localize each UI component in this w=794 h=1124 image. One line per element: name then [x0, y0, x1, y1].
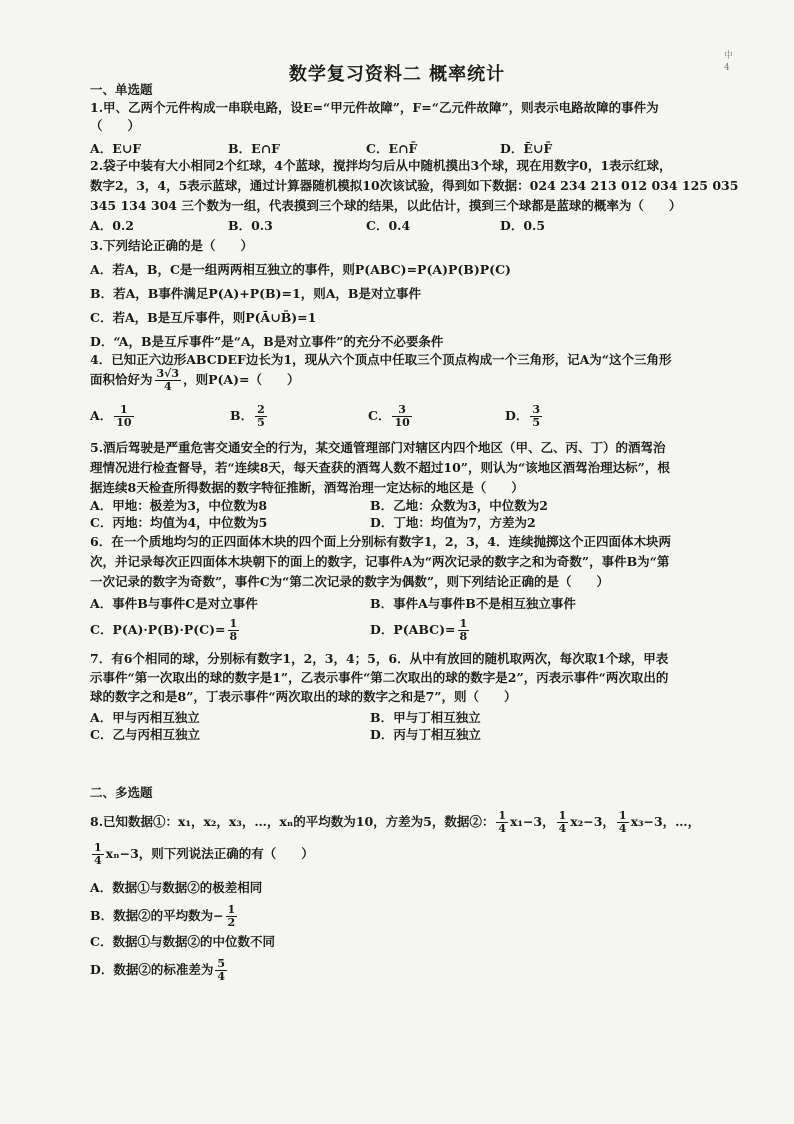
q1-option-b: B．E∩F	[228, 141, 280, 156]
q4-line1: 4．已知正六边形ABCDEF边长为1，现从六个顶点中任取三个顶点构成一个三角形，记A为“这个三角形	[90, 352, 672, 367]
q2-line1: 2.袋子中装有大小相同2个红球，4个蓝球，搅拌均匀后从中随机摸出3个球，现在用数字0，1表示红球，	[90, 158, 672, 173]
q4-option-c-fraction	[392, 404, 411, 429]
q8-option-b-fraction	[226, 904, 238, 929]
fraction-denominator: 2	[227, 916, 236, 929]
q2-line3: 345 134 304 三个数为一组，代表摸到三个球的结果，以此估计，摸到三个球都是蓝球的概率为（ ）	[90, 198, 682, 213]
fraction-denominator: 10	[394, 416, 410, 429]
option-letter: C．	[368, 408, 391, 423]
q6-option-a: A．事件B与事件C是对立事件	[90, 596, 258, 611]
fraction-numerator: 5	[217, 957, 225, 970]
q4-area-fraction	[155, 368, 182, 393]
fraction-numerator: 2	[257, 403, 265, 416]
q2-option-a: A．0.2	[90, 218, 134, 233]
q1-line2: （ ）	[90, 118, 141, 133]
q7-option-d: D．丙与丁相互独立	[370, 727, 481, 742]
fraction-denominator: 4	[94, 854, 102, 867]
fraction-numerator: 1	[558, 809, 567, 822]
option-letter: D．	[505, 408, 529, 423]
fraction-numerator: 3	[392, 404, 411, 417]
fraction-numerator: 1	[94, 841, 102, 854]
q8-quarter-fraction-2	[557, 810, 569, 835]
fraction-denominator: 5	[257, 416, 265, 429]
q8-option-c: C．数据①与数据②的中位数不同	[90, 934, 275, 949]
fraction-denominator: 8	[229, 630, 238, 643]
q8-option-a: A．数据①与数据②的极差相同	[90, 880, 263, 895]
q6-line3: 一次记录的数字为奇数”，事件C为“第二次记录的数字为偶数”，则下列结论正确的是（ ）	[90, 574, 610, 589]
q8-option-b	[90, 904, 239, 929]
fraction-denominator: 10	[116, 416, 132, 429]
q8-quarter-fraction-n	[92, 842, 104, 867]
q1-line1: 1.甲、乙两个元件构成一串联电路，设E=“甲元件故障”，F=“乙元件故障”，则表示电路故障的事件为	[90, 100, 659, 115]
section-single-choice: 一、单选题	[90, 82, 153, 97]
q1-option-d: D．Ē∪F̄	[500, 141, 553, 156]
corner-mark: 中 4	[724, 51, 734, 73]
fraction-numerator: 1	[618, 809, 627, 822]
q4-option-c	[368, 404, 414, 429]
q8-option-d	[90, 958, 229, 983]
q8-term-1: x₁−3，	[510, 814, 555, 829]
q7-line2: 示事件“第一次取出的球的数字是1”，乙表示事件“第二次取出的球的数字是2”，丙表示事件“两次取出的	[90, 670, 669, 685]
q4-option-a-fraction	[114, 404, 133, 429]
q6-line2: 次，并记录每次正四面体木块朝下的面上的数字，记事件A为“两次记录的数字之和为奇数”，事件B为“第	[90, 554, 670, 569]
q4-option-a	[90, 404, 136, 429]
fraction-denominator: 4	[217, 970, 225, 983]
q3-option-b: B．若A，B事件满足P(A)+P(B)=1，则A，B是对立事件	[90, 286, 421, 301]
q4-option-b-fraction	[255, 404, 267, 429]
option-text: D．P(ABC)=	[370, 622, 456, 637]
fraction-denominator: 4	[618, 822, 627, 835]
fraction-numerator: 1	[114, 404, 133, 417]
q7-option-c: C．乙与丙相互独立	[90, 727, 200, 742]
q5-option-a: A．甲地：极差为3，中位数为8	[90, 498, 268, 513]
q5-option-c: C．丙地：均值为4，中位数为5	[90, 515, 268, 530]
q5-line2: 理情况进行检查督导，若“连续8天，每天查获的酒驾人数不超过10”，则认为“该地区酒驾治理达标”，根	[90, 460, 670, 475]
q5-line3: 据连续8天检查所得数据的数字特征推断，酒驾治理一定达标的地区是（ ）	[90, 480, 524, 495]
q6-option-b: B．事件A与事件B不是相互独立事件	[370, 596, 576, 611]
q6-option-d	[370, 618, 471, 643]
q4-line2-prefix: 面积恰好为	[90, 372, 153, 387]
q6-option-c	[90, 618, 241, 643]
q8-line2-text: xₙ−3，则下列说法正确的有（ ）	[105, 846, 314, 861]
q2-option-d: D．0.5	[500, 218, 546, 233]
q8-term-2: x₂−3，	[570, 814, 615, 829]
q7-line1: 7．有6个相同的球，分别标有数字1，2，3，4；5，6．从中有放回的随机取两次，每次取1个球，甲表	[90, 651, 669, 666]
option-letter: A．	[90, 408, 113, 423]
q8-line2	[90, 842, 314, 867]
option-text: B．数据②的平均数为−	[90, 908, 224, 923]
q7-option-a: A．甲与丙相互独立	[90, 710, 200, 725]
fraction-numerator: 1	[459, 617, 468, 630]
section-multiple-choice: 二、多选题	[90, 785, 153, 800]
q7-option-b: B．甲与丁相互独立	[370, 710, 481, 725]
q1-option-a: A．E∪F	[90, 141, 142, 156]
q4-line2	[90, 368, 299, 393]
page-title: 数学复习资料二 概率统计	[288, 64, 506, 85]
q4-option-d	[505, 404, 544, 429]
q8-quarter-fraction-1	[496, 810, 508, 835]
q3-option-c: C．若A，B是互斥事件，则P(Ā∪B̄)=1	[90, 310, 317, 325]
option-text: D．数据②的标准差为	[90, 962, 214, 977]
fraction-numerator: 1	[498, 809, 507, 822]
option-text: C．P(A)·P(B)·P(C)=	[90, 622, 226, 637]
fraction-numerator: 3	[532, 403, 540, 416]
q2-line2: 数字2，3，4，5表示蓝球，通过计算器随机模拟10次该试验，得到如下数据：024 234 213 012 034 125 035	[90, 178, 739, 193]
fraction-numerator: 1	[227, 903, 236, 916]
q4-option-b	[230, 404, 269, 429]
fraction-denominator: 5	[532, 416, 540, 429]
q4-line2-suffix: ，则P(A)=（ ）	[183, 372, 300, 387]
option-letter: B．	[230, 408, 254, 423]
q8-line1	[90, 810, 700, 835]
q1-option-c: C．E∩F̄	[366, 141, 418, 156]
q6-line1: 6．在一个质地均匀的正四面体木块的四个面上分别标有数字1，2，3，4．连续抛掷这个正四面体木块两	[90, 534, 671, 549]
q2-option-c: C．0.4	[366, 218, 411, 233]
q6-option-d-fraction	[458, 618, 470, 643]
fraction-denominator: 4	[163, 380, 172, 393]
q3-option-d: D．“A，B是互斥事件”是“A，B是对立事件”的充分不必要条件	[90, 334, 444, 349]
fraction-numerator: 1	[229, 617, 238, 630]
fraction-denominator: 8	[459, 630, 468, 643]
q7-line3: 球的数字之和是8”，丁表示事件“两次取出的球的数字之和是7”，则（ ）	[90, 689, 517, 704]
fraction-denominator: 4	[558, 822, 567, 835]
q8-option-d-fraction	[215, 958, 227, 983]
q3-option-a: A．若A，B，C是一组两两相互独立的事件，则P(ABC)=P(A)P(B)P(C)	[90, 262, 511, 277]
q8-quarter-fraction-3	[617, 810, 629, 835]
q5-line1: 5.酒后驾驶是严重危害交通安全的行为，某交通管理部门对辖区内四个地区（甲、乙、丙、丁）的酒驾治	[90, 440, 666, 455]
q4-option-d-fraction	[530, 404, 542, 429]
q6-option-c-fraction	[228, 618, 240, 643]
fraction-numerator: 3√3	[156, 367, 180, 380]
q3-line1: 3.下列结论正确的是（ ）	[90, 238, 254, 253]
q5-option-d: D．丁地：均值为7，方差为2	[370, 515, 536, 530]
fraction-denominator: 4	[498, 822, 507, 835]
q8-line1-text: 8.已知数据①：x₁，x₂，x₃，…，xₙ的平均数为10，方差为5，数据②：	[90, 814, 495, 829]
q8-term-3: x₃−3，…，	[630, 814, 701, 829]
q5-option-b: B．乙地：众数为3，中位数为2	[370, 498, 548, 513]
q2-option-b: B．0.3	[228, 218, 273, 233]
